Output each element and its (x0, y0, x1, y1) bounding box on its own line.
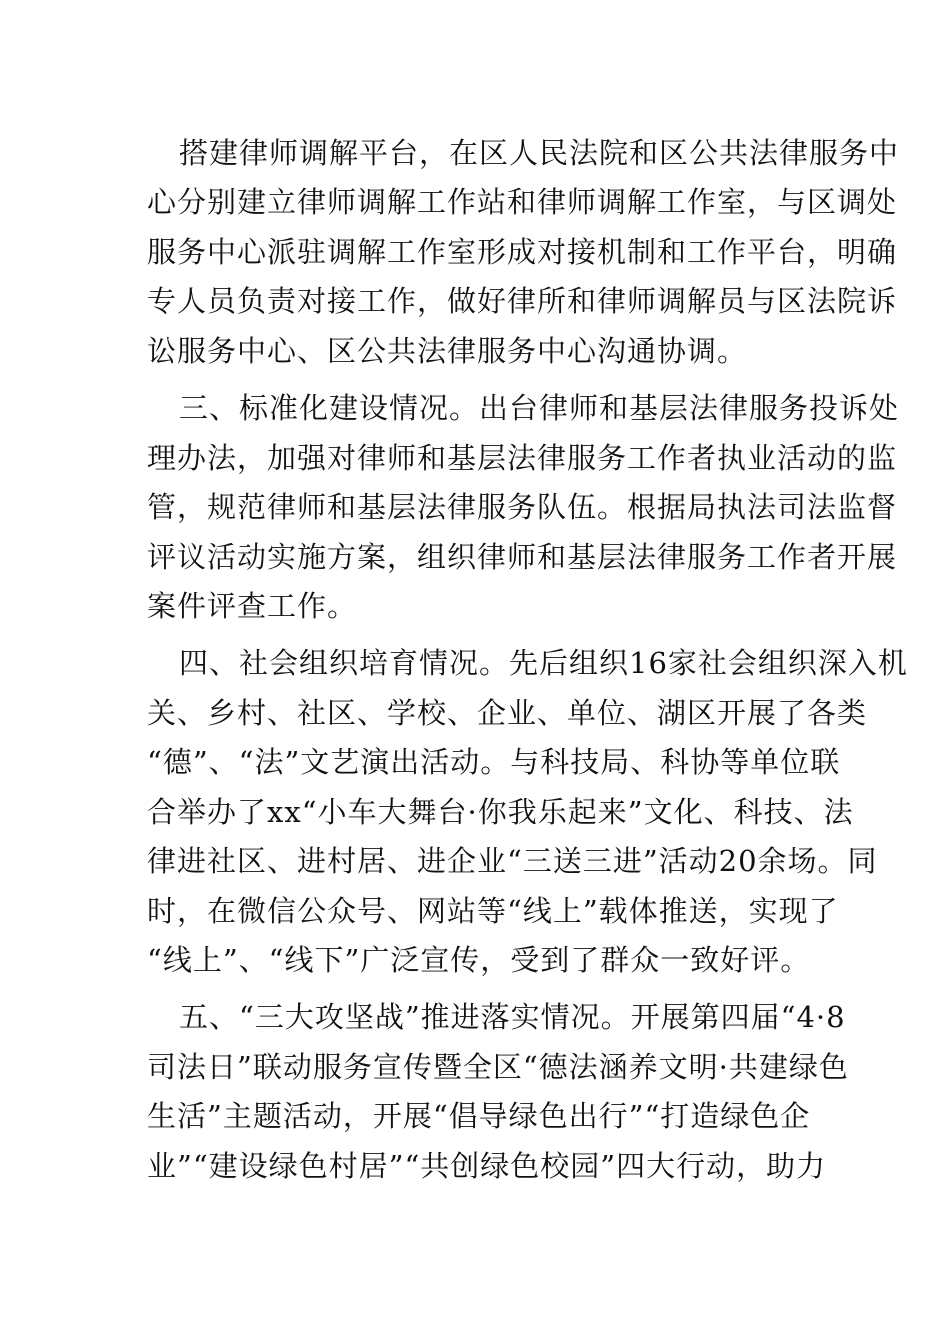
paragraph-4-line-1: 五、“三大攻坚战”推进落实情况。开展第四届“4·8 (179, 1000, 846, 1034)
paragraph-3-line-3: “德”、“法”文艺演出活动。与科技局、科协等单位联 (147, 745, 841, 779)
paragraph-2-line-4: 评议活动实施方案，组织律师和基层法律服务工作者开展 (147, 540, 898, 574)
paragraph-1-line-4: 专人员负责对接工作，做好律所和律师调解员与区法院诉 (147, 284, 898, 318)
paragraph-4-line-4: 业”“建设绿色村居”“共创绿色校园”四大行动，助力 (147, 1149, 827, 1183)
paragraph-4-line-3: 生活”主题活动，开展“倡导绿色出行”“打造绿色企 (147, 1099, 811, 1133)
paragraph-1-line-2: 心分别建立律师调解工作站和律师调解工作室，与区调处 (147, 185, 898, 219)
paragraph-2-line-3: 管，规范律师和基层法律服务队伍。根据局执法司法监督 (147, 490, 898, 524)
paragraph-3-line-5: 律进社区、进村居、进企业“三送三进”活动20余场。同 (147, 844, 878, 878)
paragraph-2-line-1: 三、标准化建设情况。出台律师和基层法律服务投诉处 (179, 391, 900, 425)
paragraph-3-line-7: “线上”、“线下”广泛宣传，受到了群众一致好评。 (147, 943, 811, 977)
paragraph-3-line-4: 合举办了xx“小车大舞台·你我乐起来”文化、科技、法 (147, 795, 854, 829)
paragraph-1-line-5: 讼服务中心、区公共法律服务中心沟通协调。 (147, 334, 748, 368)
paragraph-4-line-2: 司法日”联动服务宣传暨全区“德法涵养文明·共建绿色 (147, 1050, 849, 1084)
paragraph-2-line-5: 案件评查工作。 (147, 589, 358, 623)
paragraph-3-line-1: 四、社会组织培育情况。先后组织16家社会组织深入机 (179, 646, 908, 680)
paragraph-3-line-6: 时，在微信公众号、网站等“线上”载体推送，实现了 (147, 894, 839, 928)
paragraph-3-line-2: 关、乡村、社区、学校、企业、单位、湖区开展了各类 (147, 696, 868, 730)
paragraph-1-line-1: 搭建律师调解平台，在区人民法院和区公共法律服务中 (179, 136, 900, 170)
paragraph-2-line-2: 理办法，加强对律师和基层法律服务工作者执业活动的监 (147, 441, 898, 475)
paragraph-1-line-3: 服务中心派驻调解工作室形成对接机制和工作平台，明确 (147, 235, 898, 269)
